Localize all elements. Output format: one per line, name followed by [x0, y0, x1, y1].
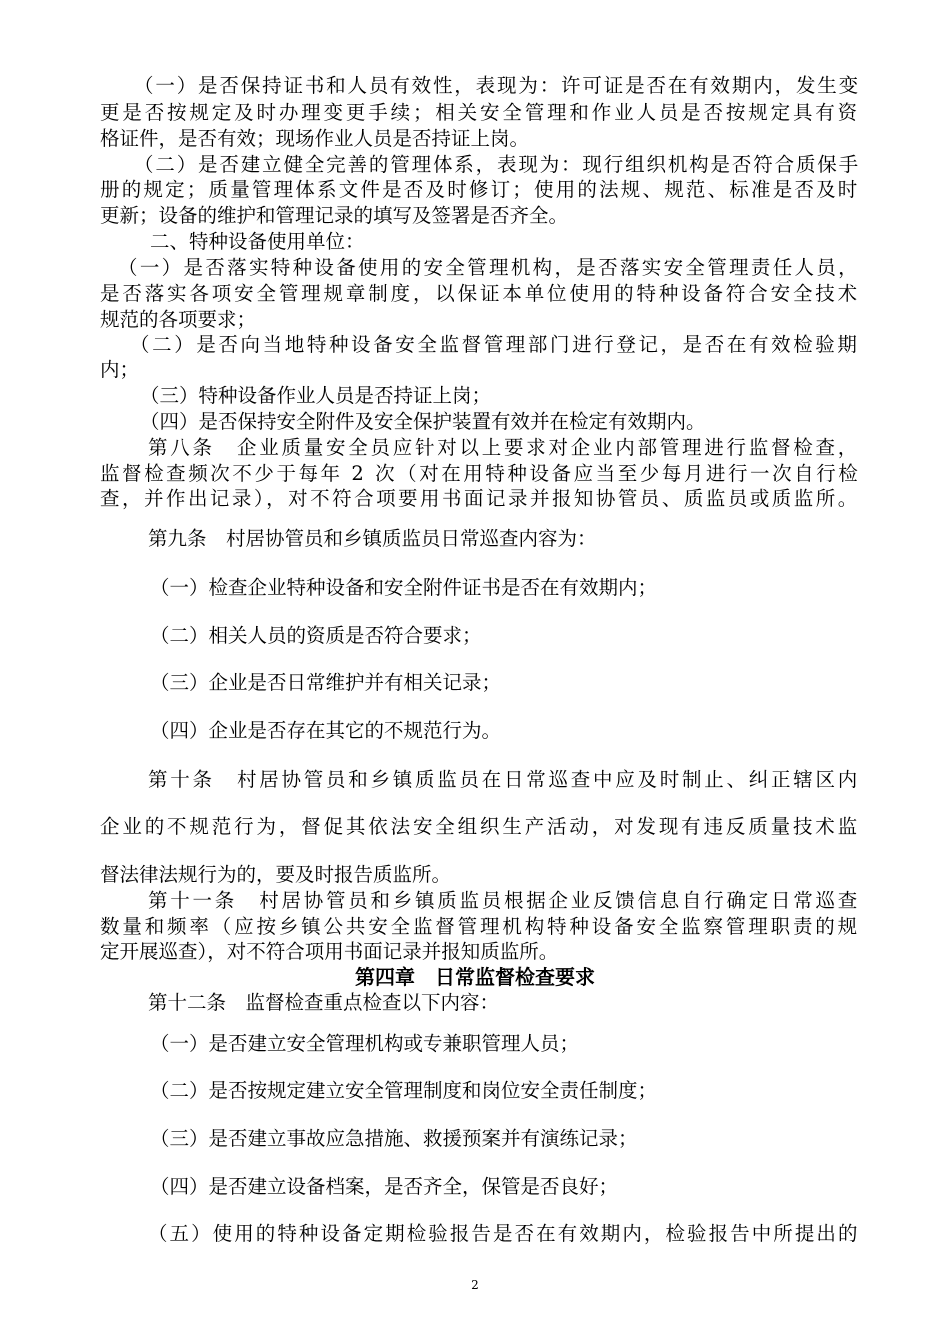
text-line: 监督检查频次不少于每年 2 次（对在用特种设备应当至少每月进行一次自行检	[100, 462, 861, 485]
list-item: （二）相关人员的资质是否符合要求；	[150, 624, 482, 647]
section-heading: 二、特种设备使用单位：	[150, 230, 365, 253]
list-item: （五）使用的特种设备定期检验报告是否在有效期内，检验报告中所提出的	[148, 1222, 860, 1245]
article-line: 第十一条 村居协管员和乡镇质监员根据企业反馈信息自行确定日常巡查	[148, 889, 861, 912]
text-line: 册的规定；质量管理体系文件是否及时修订；使用的法规、规范、标准是否及时	[100, 178, 860, 201]
text-line: 数量和频率（应按乡镇公共安全监督管理机构特种设备安全监察管理职责的规	[100, 915, 861, 938]
text-line: 内；	[100, 358, 140, 381]
chapter-heading: 第四章 日常监督检查要求	[355, 965, 595, 989]
list-item: （二）是否按规定建立安全管理制度和岗位安全责任制度；	[150, 1079, 658, 1102]
text-line: （三）特种设备作业人员是否持证上岗；	[140, 384, 492, 407]
text-line: 督法律法规行为的，要及时报告质监所。	[100, 863, 452, 886]
list-item: （四）是否建立设备档案，是否齐全，保管是否良好；	[150, 1175, 619, 1198]
text-line: 格证件，是否有效；现场作业人员是否持证上岗。	[100, 127, 530, 150]
text-line: （二）是否向当地特种设备安全监督管理部门进行登记，是否在有效检验期	[130, 333, 860, 356]
text-line: （一）是否保持证书和人员有效性，表现为：许可证是否在有效期内，发生变	[134, 74, 861, 97]
page-number: 2	[471, 1278, 479, 1292]
list-item: （一）是否建立安全管理机构或专兼职管理人员；	[150, 1032, 580, 1055]
text-line: （二）是否建立健全完善的管理体系，表现为：现行组织机构是否符合质保手	[134, 153, 861, 176]
text-line: （一）是否落实特种设备使用的安全管理机构，是否落实安全管理责任人员，	[118, 256, 861, 279]
list-item: （四）企业是否存在其它的不规范行为。	[150, 719, 502, 742]
text-line: 是否落实各项安全管理规章制度，以保证本单位使用的特种设备符合安全技术	[100, 282, 861, 305]
text-line: 第八条 企业质量安全员应针对以上要求对企业内部管理进行监督检查，	[148, 436, 861, 459]
article-line: 第十条 村居协管员和乡镇质监员在日常巡查中应及时制止、纠正辖区内	[148, 768, 861, 791]
text-line: 查，并作出记录），对不符合项要用书面记录并报知协管员、质监员或质监所。	[100, 487, 860, 510]
list-item: （一）检查企业特种设备和安全附件证书是否在有效期内；	[150, 576, 658, 599]
text-line: （四）是否保持安全附件及安全保护装置有效并在检定有效期内。	[140, 410, 706, 433]
text-line: 规范的各项要求；	[100, 308, 257, 331]
article-line: 第九条 村居协管员和乡镇质监员日常巡查内容为：	[148, 527, 597, 550]
list-item: （三）是否建立事故应急措施、救援预案并有演练记录；	[150, 1127, 638, 1150]
article-line: 第十二条 监督检查重点检查以下内容：	[148, 991, 500, 1014]
text-line: 更是否按规定及时办理变更手续；相关安全管理和作业人员是否按规定具有资	[100, 101, 861, 124]
text-line: 定开展巡查），对不符合项用书面记录并报知质监所。	[100, 940, 559, 963]
list-item: （三）企业是否日常维护并有相关记录；	[150, 671, 502, 694]
text-line: 更新；设备的维护和管理记录的填写及签署是否齐全。	[100, 204, 569, 227]
text-line: 企业的不规范行为，督促其依法安全组织生产活动，对发现有违反质量技术监	[100, 815, 861, 838]
